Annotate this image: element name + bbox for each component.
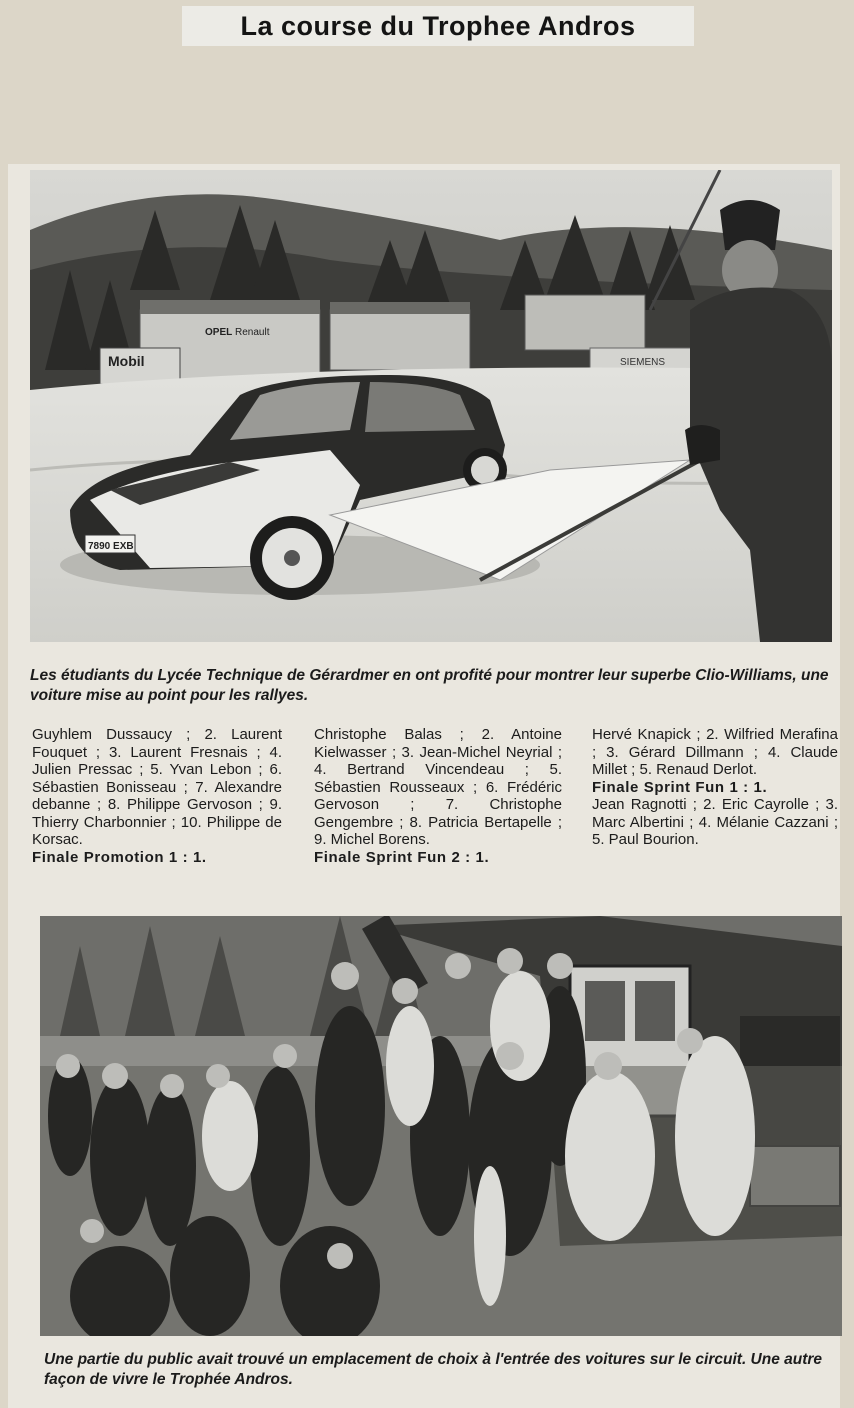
spectators-illustration — [40, 916, 842, 1336]
caption-spectators: Une partie du public avait trouvé un emplacement de choix à l'entrée des voitures sur le circuit. Une autre façon de vivre le Trophée Andros. — [44, 1351, 823, 1388]
race-car-illustration — [30, 170, 832, 642]
banner-mobil: Mobil — [108, 353, 145, 369]
results-column-2 — [314, 726, 562, 866]
photo-race-car — [30, 170, 832, 642]
photo-spectators — [40, 916, 842, 1336]
banner-opel: OPEL — [205, 327, 233, 338]
results-heading-sprint-fun-1: Finale Sprint Fun 1 : 1. — [592, 778, 768, 796]
results-text: Jean Ragnotti ; 2. Eric Cayrolle ; 3. Marc Albertini ; 4. Mélanie Cazzani ; 5. Paul Bourion. — [592, 796, 838, 848]
results-heading-sprint-fun-2: Finale Sprint Fun 2 : 1. — [314, 848, 490, 866]
banner-siemens: SIEMENS — [620, 357, 666, 368]
newspaper-clipping — [8, 164, 840, 1408]
license-plate: 7890 EXB — [88, 541, 134, 552]
banner-renault: Renault — [235, 327, 270, 338]
results-column-3 — [592, 726, 838, 849]
race-results — [32, 726, 842, 896]
results-heading-promotion-1: Finale Promotion 1 : 1. — [32, 848, 207, 866]
article-headline: La course du Trophee Andros — [240, 10, 636, 41]
results-text: Hervé Knapick ; 2. Wilfried Merafina ; 3. Gérard Dillmann ; 4. Claude Millet ; 5. Renaud Derlot. — [592, 726, 838, 778]
results-column-1 — [32, 726, 282, 866]
results-text: Guyhlem Dussaucy ; 2. Laurent Fouquet ; 3. Laurent Fresnais ; 4. Julien Pressac ; 5. Yvan Lebon ; 6. Sébastien Bonisseau ; 7. Alexandre debanne ; 8. Philippe Gervoson ; 9. Thierry Charbonnier ; 10. Philippe de Korsac. — [32, 726, 282, 848]
results-text: Christophe Balas ; 2. Antoine Kielwasser ; 3. Jean-Michel Neyrial ; 4. Bertrand Vincendeau ; 5. Sébastien Rousseaux ; 6. Frédéric Gervoson ; 7. Christophe Gengembre ; 8. Patricia Bertapelle ; 9. Michel Borens. — [314, 726, 562, 848]
caption-race-car: Les étudiants du Lycée Technique de Gérardmer en ont profité pour montrer leur superbe Clio-Williams, une voiture mise au point pour les rallyes. — [30, 667, 829, 704]
headline-strip — [182, 6, 694, 46]
